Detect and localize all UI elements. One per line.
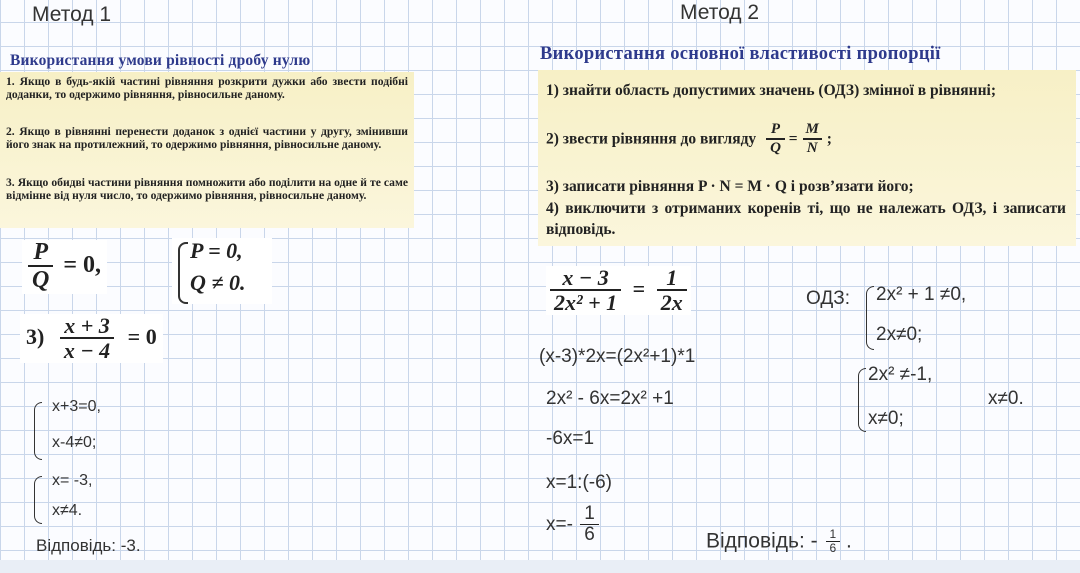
system2-line-2: x≠4.	[52, 502, 83, 519]
step-2-n: N	[803, 138, 822, 157]
odz1-line-1: 2x² + 1 ≠0,	[876, 284, 967, 305]
solution-system-1	[30, 396, 130, 466]
cond-system	[172, 238, 272, 304]
step-4: 4) виключити з отриманих коренів ті, що не належать ОДЗ, і записати відповідь.	[546, 200, 1066, 238]
odz-system-1	[862, 282, 1022, 354]
work-line-4: x=1:(-6)	[546, 472, 612, 493]
step-2-p: P	[770, 121, 781, 137]
method1-answer: Відповідь: -3.	[36, 536, 141, 555]
cond-system-line-1: P = 0,	[190, 238, 243, 263]
step-2-m: M	[805, 121, 819, 137]
answer-prefix: Відповідь: -	[706, 529, 818, 553]
system2-line-1: x= -3,	[52, 472, 93, 489]
example-3	[20, 314, 163, 363]
cond-system-line-2: Q ≠ 0.	[190, 270, 246, 295]
work-result-den: 6	[580, 524, 599, 546]
work-line-1: (x-3)*2x=(2x²+1)*1	[539, 346, 696, 367]
rule-3: 3. Якщо обидві частини рівняння помножити або поділити на одне й те саме відмінне від нуля число, то одержимо рівняння, рівносильне даному.	[6, 176, 408, 203]
example-denominator: x − 4	[60, 337, 114, 363]
method1-heading: Метод 1	[32, 3, 112, 26]
step-2: 2) звести рівняння до вигляду $\frac{P}{Q}$ = $\frac{M}{N}$ ;	[546, 121, 832, 156]
zero-fraction-condition	[22, 240, 107, 294]
eq-left-denominator: 2x² + 1	[550, 289, 621, 315]
odz-label: ОДЗ:	[806, 288, 850, 309]
work-line-2: 2x² - 6x=2x² +1	[546, 388, 674, 409]
rule-1: 1. Якщо в будь-якій частині рівняння розкрити дужки або звести подібні доданки, то одержимо рівняння, рівносильне даному.	[6, 75, 408, 102]
cond-numerator: P	[33, 239, 48, 265]
answer-den: 6	[826, 541, 841, 555]
eq-left-numerator: x − 3	[562, 265, 609, 290]
work-line-3: -6x=1	[546, 428, 595, 449]
method2-title: Використання основної властивості пропорції	[540, 44, 941, 64]
step-1: 1) знайти область допустимих значень (ОДЗ) змінної в рівнянні;	[546, 82, 996, 99]
main-equation: $\frac{x - 3}{\text{2x² + 1}}$ = $\frac{1}{2x}$	[546, 266, 691, 315]
answer-suffix: .	[846, 529, 852, 553]
odz2-line-1: 2x² ≠-1,	[868, 364, 933, 385]
cond-denominator: Q	[28, 265, 53, 293]
bottom-strip	[0, 560, 1080, 573]
solution-system-2	[30, 470, 130, 528]
eq-right-denominator: 2x	[657, 289, 687, 315]
method1-title: Використання умови рівності дробу нулю	[10, 52, 311, 69]
cond-equals: = 0,	[63, 252, 102, 279]
method1-rules-panel	[0, 72, 414, 228]
odz-result: x≠0.	[988, 388, 1024, 409]
step-2-q: Q	[766, 138, 785, 157]
work-result-prefix: x=-	[546, 513, 573, 535]
answer-num: 1	[829, 527, 837, 541]
system1-line-1: x+3=0,	[52, 398, 101, 415]
example-numerator: x + 3	[64, 313, 110, 338]
example-rhs: = 0	[127, 323, 157, 349]
step-3: 3) записати рівняння P · N = M · Q і розв’язати його;	[546, 178, 914, 195]
work-result-num: 1	[584, 503, 595, 524]
method2-answer	[706, 528, 852, 555]
example-label: 3)	[26, 323, 45, 349]
step-2-text: 2) звести рівняння до вигляду	[546, 130, 757, 148]
work-result	[546, 504, 599, 546]
method2-steps-panel	[538, 70, 1076, 246]
odz1-line-2: 2x≠0;	[876, 324, 923, 345]
odz2-line-2: x≠0;	[868, 408, 904, 429]
system1-line-2: x-4≠0;	[52, 434, 97, 451]
method2-heading: Метод 2	[680, 1, 760, 24]
eq-right-numerator: 1	[666, 265, 678, 290]
rule-2: 2. Якщо в рівнянні перенести доданок з однієї частини у другу, змінивши його знак на протилежний, то одержимо рівняння, рівносильне даному.	[6, 125, 408, 152]
